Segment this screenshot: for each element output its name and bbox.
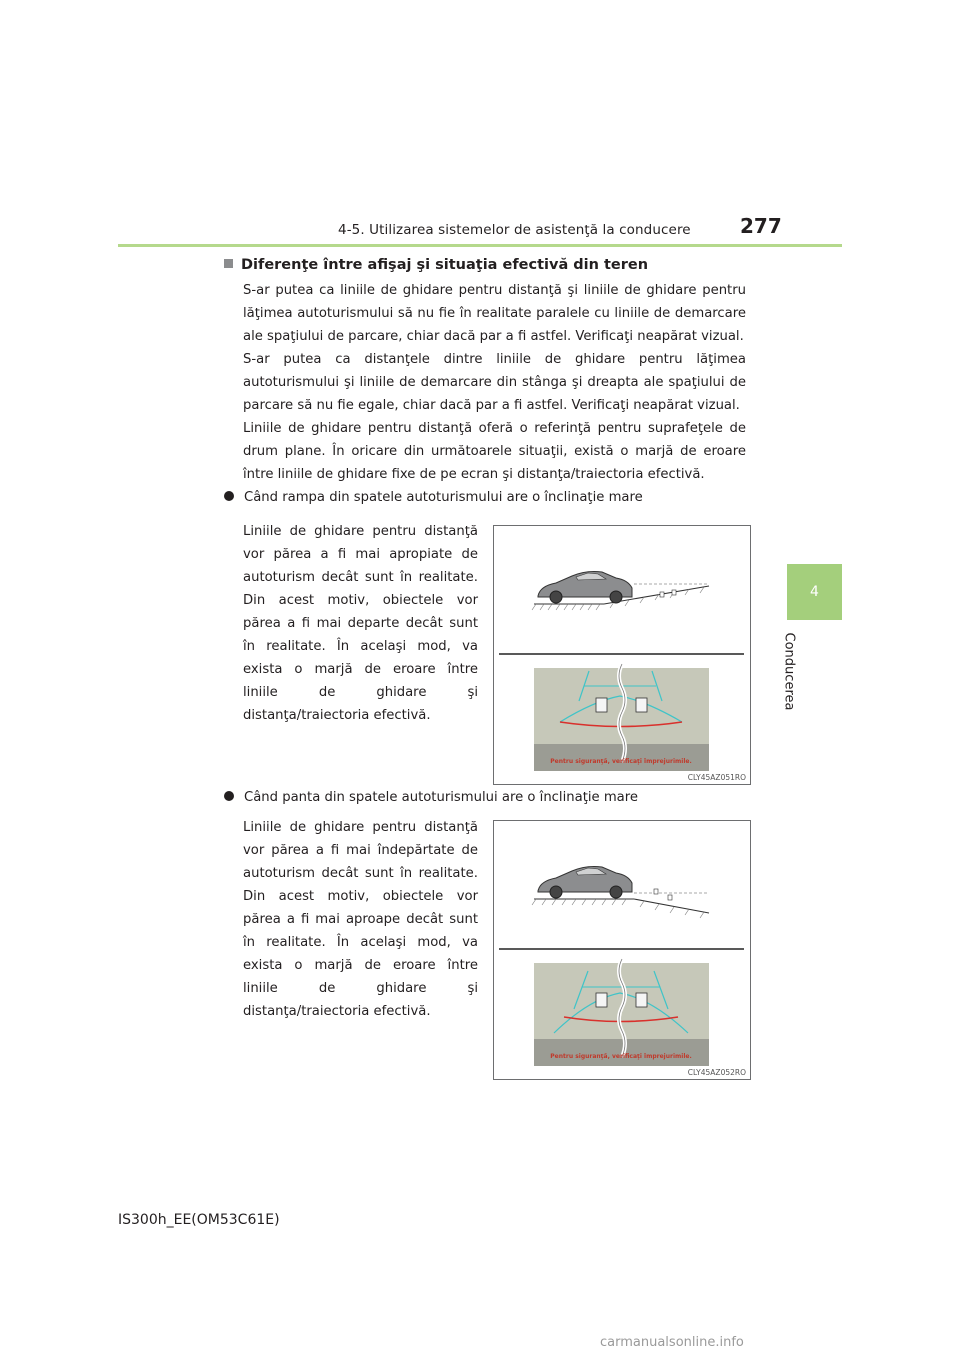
screen-warning-1: Pentru siguranţă, verificaţi împrejurimile. [550, 758, 692, 765]
chapter-label: Conducerea [781, 632, 797, 711]
figure-code-1: CLY45AZ051RO [687, 773, 746, 782]
bullet-item-2 [224, 790, 638, 805]
chapter-tab[interactable] [787, 564, 842, 620]
section-title: 4-5. Utilizarea sistemelor de asistenţă la conducere [338, 222, 691, 238]
figure-downhill [493, 820, 751, 1080]
watermark[interactable]: carmanualsonline.info [600, 1335, 744, 1350]
bullet-text-2: Liniile de ghidare pentru distanţă vor părea a fi mai îndepărtate de autoturism decât sunt în realitate. Din acest motiv, obiectele vor părea a fi mai aproape decât sunt în realitate. În acelaşi mod, va exista o marjă de eroare între liniile de ghidare şi distanţa/traiectoria efectivă. [243, 820, 478, 1019]
paragraph-3: Liniile de ghidare pentru distanţă oferă o referinţă pentru suprafeţele de drum plane. În oricare din următoarele situaţii, există o marjă de eroare între liniile de ghidare fixe de pe ecran şi distanţa/traiectoria efectivă. [243, 421, 746, 482]
page-number: 277 [740, 214, 782, 238]
bullet-item-1 [224, 490, 643, 505]
screen-warning-2: Pentru siguranţă, verificaţi împrejurimile. [550, 1053, 692, 1060]
bullet-title-2: Când panta din spatele autoturismului are o înclinaţie mare [244, 790, 639, 805]
chapter-label-container [772, 630, 806, 720]
square-bullet-icon [224, 259, 233, 268]
bullet-title-1: Când rampa din spatele autoturismului are o înclinaţie mare [244, 490, 643, 505]
figure-downhill-illustration [494, 821, 750, 1079]
section-heading [224, 257, 648, 273]
figure-uphill-illustration [494, 526, 750, 784]
bullet-dot-icon [224, 491, 234, 501]
paragraph-2: S-ar putea ca distanţele dintre liniile de ghidare pentru lăţimea autoturismului şi liniile de demarcare din stânga şi dreapta ale spaţiului de parcare să nu fie egale, chiar dacă par a fi astfel. Verificaţi neapărat vizual. [243, 352, 746, 413]
figure-uphill [493, 525, 751, 785]
section-heading-text: Diferenţe între afişaj şi situaţia efectivă din teren [241, 257, 649, 273]
paragraph-1: S-ar putea ca liniile de ghidare pentru distanţă şi liniile de ghidare pentru lăţimea autoturismului să nu fie în realitate paralele cu liniile de demarcare ale spaţiului de parcare, chiar dacă par a fi astfel. Verificaţi neapărat vizual. [243, 283, 746, 344]
bullet-dot-icon [224, 791, 234, 801]
chapter-number: 4 [810, 584, 819, 600]
bullet-text-1: Liniile de ghidare pentru distanţă vor părea a fi mai apropiate de autoturism decât sunt în realitate. Din acest motiv, obiectele vor părea a fi mai departe decât sunt în realitate. În acelaşi mod, va exista o marjă de eroare între liniile de ghidare şi distanţa/traiectoria efectivă. [243, 524, 478, 723]
header-rule [118, 244, 842, 247]
model-code: IS300h_EE(OM53C61E) [118, 1212, 280, 1228]
figure-code-2: CLY45AZ052RO [687, 1068, 746, 1077]
